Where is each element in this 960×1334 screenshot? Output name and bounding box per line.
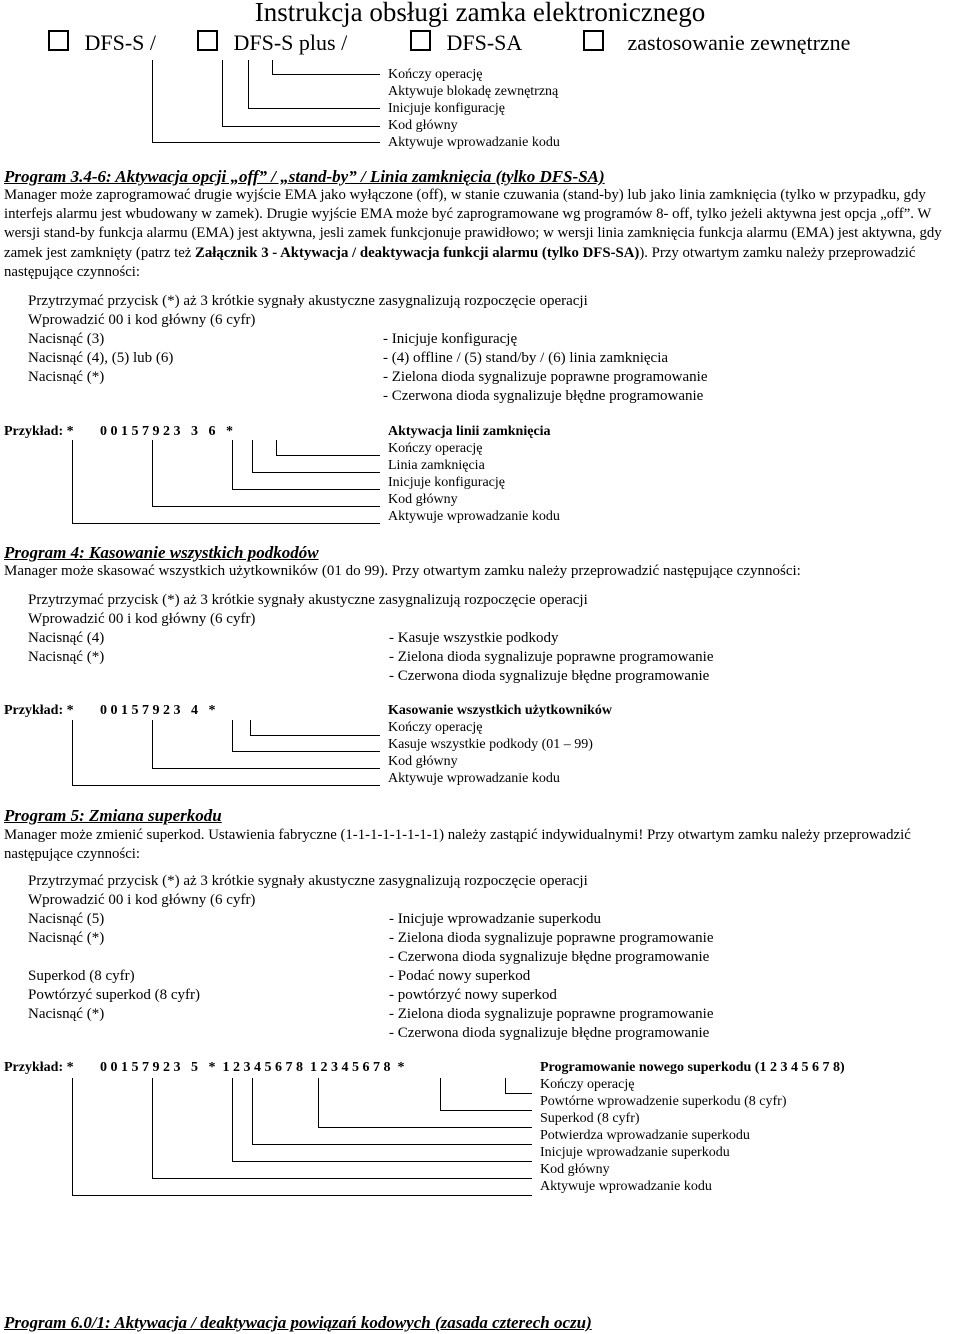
program3-example-label-item: Linia zamknięcia [388, 458, 485, 473]
program6-heading: Program 6.0/1: Aktywacja / deaktywacja powiązań kodowych (zasada czterech oczu) [4, 1313, 592, 1332]
program4-result: - Zielona dioda sygnalizuje poprawne programowanie [389, 649, 714, 665]
program4-example-label-item: Kod główny [388, 754, 458, 769]
program5-result: - Czerwona dioda sygnalizuje błędne programowanie [389, 1025, 710, 1041]
program5-example-label: Przykład: * [4, 1060, 74, 1075]
program3-paragraph: Manager może zaprogramować drugie wyjście EMA jako wyłączone (off), w stanie czuwania (stand-by) lub jako linia zamknięcia (tylko w przypadku, gdy interfejs alarmu jest wbudowany w zamek). Drugie wyjście EMA może być zaprogramowane wg programów 8- off, tylko jeżeli aktywna jest opcja „off”. W wersji stand-by funkcja alarmu (EMA) jest aktywna, jesli zamek funkcjonuje prawidłowo; w wersji linia zamknięcia funkcja alarmu (EMA) jest aktywna, gdy zamek jest zamknięty (patrz też Załącznik 3 - Aktywacja / deaktywacja funkcji alarmu (tylko DFS-SA)). Przy otwartym zamku należy przeprowadzić następujące czynności: [4, 187, 942, 280]
program3-example-label: Przykład: * [4, 424, 74, 439]
program3-heading: Program 3.4-6: Aktywacja opcji „off” / „stand-by” / Linia zamknięcia (tylko DFS-SA) [4, 167, 605, 186]
program3-example-label-item: Aktywuje wprowadzanie kodu [388, 509, 560, 524]
program4-heading: Program 4: Kasowanie wszystkich podkodów [4, 543, 319, 562]
program3-result: - Inicjuje konfigurację [383, 331, 518, 347]
program5-result: - powtórzyć nowy superkod [389, 987, 557, 1003]
program5-step: Wprowadzić 00 i kod główny (6 cyfr) [28, 892, 256, 908]
program5-example-label-item: Powtórne wprowadzenie superkodu (8 cyfr) [540, 1094, 787, 1109]
program5-result: - Inicjuje wprowadzanie superkodu [389, 911, 602, 927]
checkbox-icon[interactable] [410, 30, 431, 51]
option-label: zastosowanie zewnętrzne [627, 30, 851, 55]
program5-step: Nacisnąć (5) [28, 911, 105, 927]
program5-example-title: Programowanie nowego superkodu (1 2 3 4 5 6 7 8) [540, 1060, 845, 1075]
program5-example-label-item: Kończy operację [540, 1077, 635, 1092]
program5-example-label-item: Superkod (8 cyfr) [540, 1111, 640, 1126]
program3-example-label-item: Inicjuje konfigurację [388, 475, 506, 490]
program4-example-label: Przykład: * [4, 703, 74, 718]
program3-step: Wprowadzić 00 i kod główny (6 cyfr) [28, 312, 256, 328]
program4-example-title: Kasowanie wszystkich użytkowników [388, 703, 613, 718]
option-dfs-s[interactable] [48, 28, 156, 58]
option-dfs-s-plus[interactable] [197, 28, 347, 58]
program3-step: Nacisnąć (*) [28, 369, 105, 385]
program3-example-sequence: 0 0 1 5 7 9 2 3 3 6 * [100, 424, 233, 439]
fragment-label: Kończy operację [388, 67, 483, 82]
program5-example-label-item: Aktywuje wprowadzanie kodu [540, 1179, 712, 1194]
fragment-label: Inicjuje konfigurację [388, 101, 506, 116]
document-title: Instrukcja obsługi zamka elektronicznego [254, 0, 706, 27]
program3-step: Przytrzymać przycisk (*) aż 3 krótkie sygnały akustyczne zasygnalizują rozpoczęcie operacji [28, 293, 588, 309]
program4-result: - Czerwona dioda sygnalizuje błędne programowanie [389, 668, 710, 684]
program3-example-label-item: Kończy operację [388, 441, 483, 456]
program4-example-sequence: 0 0 1 5 7 9 2 3 4 * [100, 703, 216, 718]
program3-result: - Zielona dioda sygnalizuje poprawne programowanie [383, 369, 708, 385]
program5-paragraph: Manager może zmienić superkod. Ustawienia fabryczne (1-1-1-1-1-1-1-1) należy zastąpić indywidualnymi! Przy otwartym zamku należy przeprowadzić następujące czynności: [4, 827, 911, 863]
program3-step: Nacisnąć (3) [28, 331, 105, 347]
option-label: DFS-S / [84, 30, 157, 55]
program4-example-label-item: Kończy operację [388, 720, 483, 735]
program5-result: - Zielona dioda sygnalizuje poprawne programowanie [389, 930, 714, 946]
program5-example-label-item: Potwierdza wprowadzanie superkodu [540, 1128, 750, 1143]
program5-example-sequence: 0 0 1 5 7 9 2 3 5 * 1 2 3 4 5 6 7 8 1 2 3 4 5 6 7 8 * [100, 1060, 405, 1075]
program3-result: - (4) offline / (5) stand/by / (6) linia zamknięcia [383, 350, 669, 366]
program3-step: Nacisnąć (4), (5) lub (6) [28, 350, 174, 366]
program3-example-label-item: Kod główny [388, 492, 458, 507]
program4-step: Przytrzymać przycisk (*) aż 3 krótkie sygnały akustyczne zasygnalizują rozpoczęcie operacji [28, 592, 588, 608]
appendix-reference: Załącznik 3 - Aktywacja / deaktywacja funkcji alarmu (tylko DFS-SA) [195, 244, 640, 261]
program5-example-label-item: Kod główny [540, 1162, 610, 1177]
program5-result: - Zielona dioda sygnalizuje poprawne programowanie [389, 1006, 714, 1022]
program4-step: Nacisnąć (4) [28, 630, 105, 646]
fragment-label: Aktywuje blokadę zewnętrzną [388, 84, 559, 99]
option-label: DFS-SA [446, 30, 523, 55]
program4-result: - Kasuje wszystkie podkody [389, 630, 559, 646]
program5-step: Nacisnąć (*) [28, 930, 105, 946]
program5-result: - Czerwona dioda sygnalizuje błędne programowanie [389, 949, 710, 965]
fragment-label: Kod główny [388, 118, 458, 133]
checkbox-icon[interactable] [197, 30, 218, 51]
program5-step: Powtórzyć superkod (8 cyfr) [28, 987, 201, 1003]
program4-example-label-item: Aktywuje wprowadzanie kodu [388, 771, 560, 786]
checkbox-icon[interactable] [583, 30, 604, 51]
fragment-label: Aktywuje wprowadzanie kodu [388, 135, 560, 150]
program3-example-title: Aktywacja linii zamknięcia [388, 424, 551, 439]
program5-result: - Podać nowy superkod [389, 968, 531, 984]
program5-step: Superkod (8 cyfr) [28, 968, 135, 984]
program5-step: Nacisnąć (*) [28, 1006, 105, 1022]
program4-example-label-item: Kasuje wszystkie podkody (01 – 99) [388, 737, 593, 752]
program4-paragraph: Manager może skasować wszystkich użytkowników (01 do 99). Przy otwartym zamku należy przeprowadzić następujące czynności: [4, 563, 801, 579]
option-external-use[interactable] [583, 28, 850, 58]
program5-example-label-item: Inicjuje wprowadzanie superkodu [540, 1145, 730, 1160]
program4-step: Nacisnąć (*) [28, 649, 105, 665]
option-dfs-sa[interactable] [410, 28, 522, 58]
program4-step: Wprowadzić 00 i kod główny (6 cyfr) [28, 611, 256, 627]
program5-step: Przytrzymać przycisk (*) aż 3 krótkie sygnały akustyczne zasygnalizują rozpoczęcie operacji [28, 873, 588, 889]
option-label: DFS-S plus / [233, 30, 348, 55]
checkbox-icon[interactable] [48, 30, 69, 51]
program5-heading: Program 5: Zmiana superkodu [4, 806, 222, 825]
program3-result: - Czerwona dioda sygnalizuje błędne programowanie [383, 388, 704, 404]
